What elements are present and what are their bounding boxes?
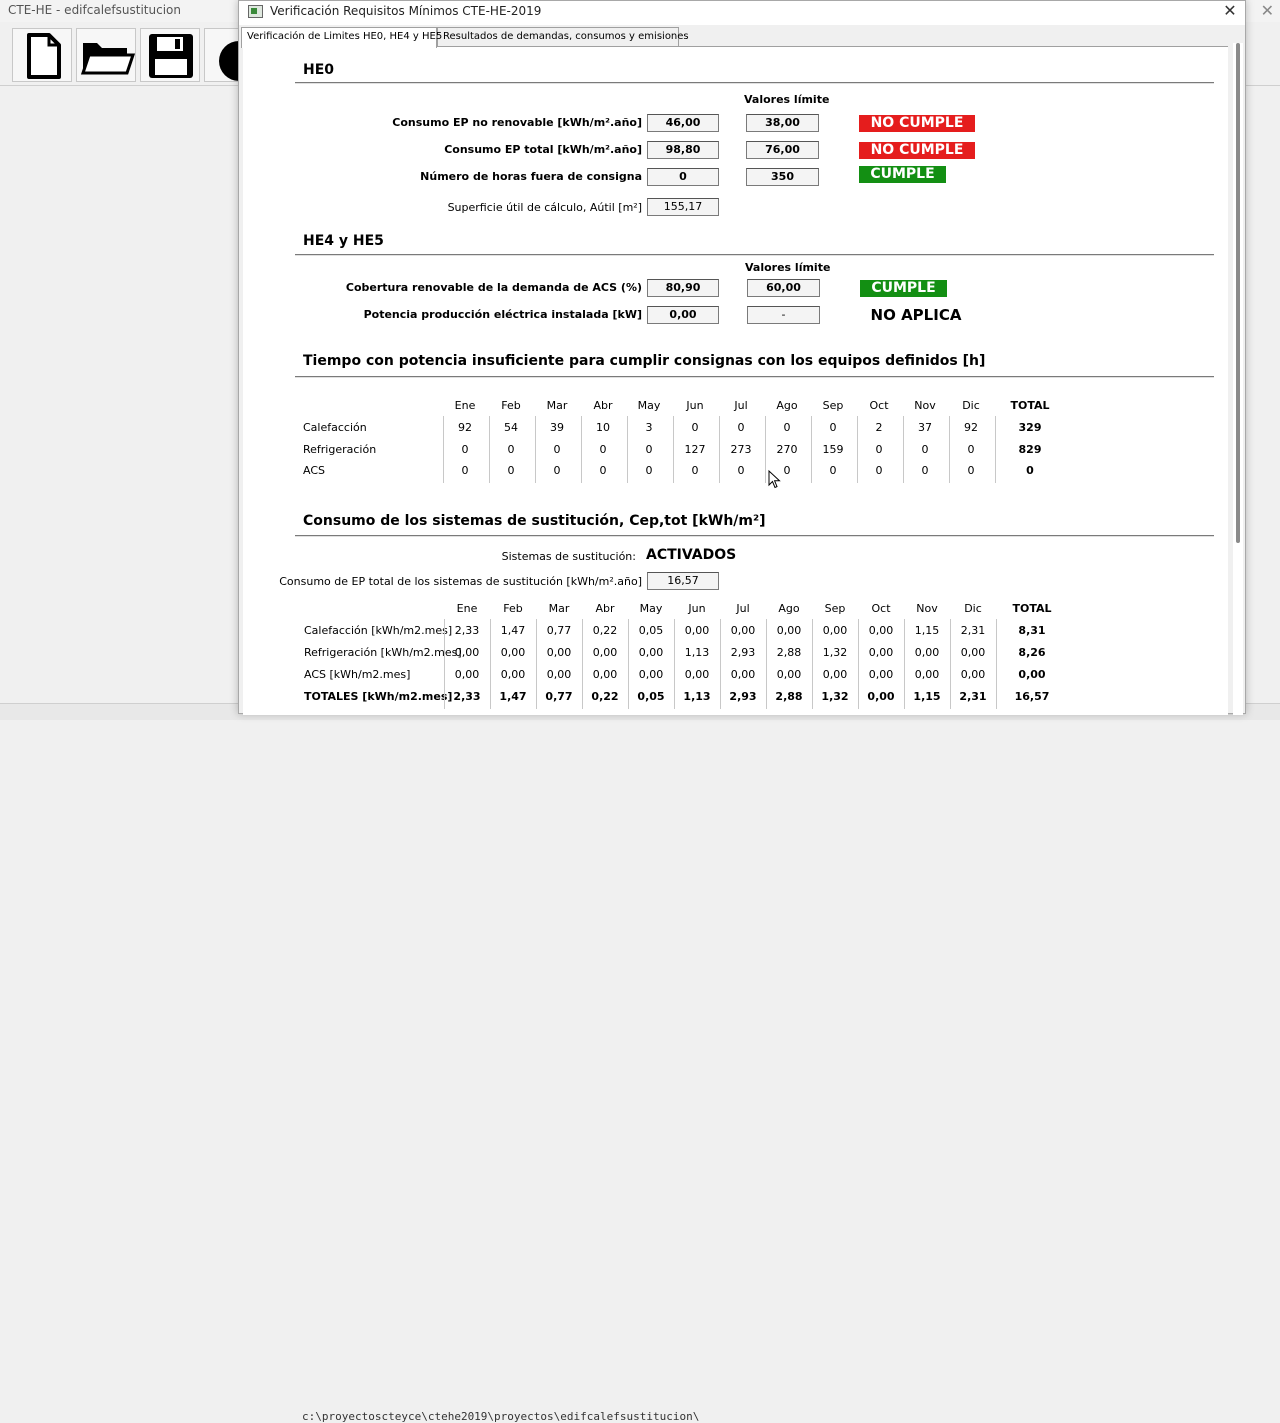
- table-cell: 0,22: [591, 690, 619, 703]
- save-disk-icon: [141, 29, 201, 83]
- table-cell: 0: [645, 464, 653, 477]
- table-cell: 10: [596, 421, 610, 434]
- table-cell: 0: [691, 464, 699, 477]
- row-total: 16,57: [1014, 690, 1050, 703]
- open-folder-icon: [77, 29, 137, 83]
- he0-label-horas: Número de horas fuera de consigna: [420, 170, 642, 183]
- month-header-nov: Nov: [916, 602, 938, 615]
- month-header-nov: Nov: [914, 399, 936, 412]
- tab-resultados-demandas[interactable]: Resultados de demandas, consumos y emisiones: [437, 27, 679, 47]
- he45-value-cobertura: 80,90: [647, 279, 719, 297]
- table-cell: 0: [921, 442, 929, 456]
- consumo-systems-value: ACTIVADOS: [646, 547, 737, 563]
- consumo-total-value: 16,57: [647, 572, 719, 590]
- row-total: 829: [1018, 442, 1042, 456]
- month-header-dic: Dic: [964, 602, 982, 615]
- he45-limit-cobertura: 60,00: [747, 279, 820, 297]
- table-cell: 0,00: [822, 668, 848, 681]
- table-cell: 0: [599, 464, 607, 477]
- column-divider: [673, 416, 674, 483]
- table-cell: 0,00: [546, 646, 572, 659]
- he0-divider: [295, 82, 1214, 84]
- table-cell: 270: [776, 442, 798, 456]
- table-cell: 0,00: [684, 668, 710, 681]
- table-cell: 2,93: [729, 690, 757, 703]
- table-cell: 0,00: [592, 668, 618, 681]
- row-label: TOTALES [kWh/m2.mes]: [304, 690, 453, 703]
- he0-title: HE0: [303, 62, 335, 78]
- month-header-abr: Abr: [593, 399, 613, 412]
- he0-label-ep-nren: Consumo EP no renovable [kWh/m².año]: [392, 116, 642, 129]
- total-header: TOTAL: [1010, 399, 1050, 412]
- scrollbar-thumb[interactable]: [1236, 43, 1240, 543]
- table-cell: 0: [875, 464, 883, 477]
- total-header: TOTAL: [1012, 602, 1052, 615]
- table-cell: 2,33: [454, 624, 480, 637]
- table-cell: 0,00: [454, 646, 480, 659]
- table-cell: 0,00: [454, 668, 480, 681]
- table-cell: 2,88: [775, 690, 803, 703]
- table-cell: 0,00: [867, 690, 895, 703]
- month-header-may: May: [637, 399, 661, 412]
- table-cell: 1,32: [821, 690, 849, 703]
- dialog-close-button[interactable]: ✕: [1223, 1, 1237, 20]
- table-cell: 0: [737, 464, 745, 477]
- table-cell: 0,05: [637, 690, 665, 703]
- month-header-feb: Feb: [501, 399, 521, 412]
- he0-limit-ep-nren: 38,00: [746, 114, 819, 132]
- column-divider: [904, 619, 905, 709]
- column-divider: [674, 619, 675, 709]
- table-cell: 0,77: [545, 690, 573, 703]
- column-divider: [490, 619, 491, 709]
- column-divider: [858, 619, 859, 709]
- month-header-sep: Sep: [824, 602, 846, 615]
- row-label: Calefacción: [303, 421, 367, 434]
- he45-limit-potencia: -: [747, 306, 820, 324]
- table-cell: 0,00: [868, 668, 894, 681]
- column-divider: [627, 416, 628, 483]
- table-cell: 2,31: [960, 624, 986, 637]
- column-divider: [950, 619, 951, 709]
- dialog-titlebar[interactable]: [239, 1, 1245, 25]
- column-divider: [995, 416, 996, 483]
- table-cell: 0,22: [592, 624, 618, 637]
- table-cell: 1,47: [499, 690, 527, 703]
- column-divider: [949, 416, 950, 483]
- he45-status-cobertura: CUMPLE: [860, 280, 947, 297]
- table-cell: 127: [684, 442, 706, 456]
- table-cell: 0: [507, 464, 515, 477]
- table-cell: 0,00: [914, 646, 940, 659]
- table-cell: 0,00: [500, 668, 526, 681]
- column-divider: [766, 619, 767, 709]
- table-cell: 0,00: [592, 646, 618, 659]
- table-cell: 0,00: [776, 624, 802, 637]
- column-divider: [720, 619, 721, 709]
- row-label: Calefacción [kWh/m2.mes]: [304, 624, 453, 637]
- table-cell: 0,00: [500, 646, 526, 659]
- month-header-oct: Oct: [871, 602, 891, 615]
- table-cell: 0,00: [822, 624, 848, 637]
- app-title: CTE-HE - edifcalefsustitucion: [8, 3, 181, 17]
- table-cell: 0: [691, 421, 699, 434]
- table-cell: 0,00: [730, 624, 756, 637]
- app-close-icon[interactable]: ✕: [1260, 1, 1274, 20]
- month-header-oct: Oct: [869, 399, 889, 412]
- month-header-abr: Abr: [595, 602, 615, 615]
- month-header-may: May: [639, 602, 663, 615]
- table-cell: 2,31: [959, 690, 987, 703]
- table-cell: 1,15: [914, 624, 940, 637]
- table-cell: 0: [829, 421, 837, 434]
- mouse-cursor-icon: [768, 470, 782, 490]
- row-total: 0: [1026, 464, 1034, 477]
- table-cell: 0,00: [638, 668, 664, 681]
- month-header-ene: Ene: [456, 602, 478, 615]
- table-cell: 0: [507, 442, 515, 456]
- table-cell: 0: [783, 421, 791, 434]
- he45-title: HE4 y HE5: [303, 233, 384, 249]
- month-header-ago: Ago: [778, 602, 800, 615]
- month-header-feb: Feb: [503, 602, 523, 615]
- table-cell: 0: [599, 442, 607, 456]
- he0-value-ep-total: 98,80: [647, 141, 719, 159]
- table-cell: 2: [875, 421, 883, 434]
- new-file-button[interactable]: [12, 28, 72, 82]
- table-cell: 54: [504, 421, 518, 434]
- table-cell: 0: [967, 464, 975, 477]
- table-cell: 0,00: [638, 646, 664, 659]
- row-label: Refrigeración: [303, 442, 377, 456]
- table-cell: 159: [822, 442, 844, 456]
- table-cell: 2,88: [776, 646, 802, 659]
- column-divider: [628, 619, 629, 709]
- he0-value-ep-nren: 46,00: [647, 114, 719, 132]
- column-divider: [444, 619, 445, 709]
- table-cell: 0: [645, 442, 653, 456]
- month-header-jun: Jun: [688, 602, 706, 615]
- he45-label-potencia: Potencia producción eléctrica instalada [kW]: [363, 308, 642, 321]
- table-cell: 0,00: [914, 668, 940, 681]
- row-label: ACS [kWh/m2.mes]: [304, 668, 411, 681]
- column-divider: [903, 416, 904, 483]
- column-divider: [811, 416, 812, 483]
- he0-label-ep-total: Consumo EP total [kWh/m².año]: [444, 143, 642, 156]
- tab-verificacion-limites[interactable]: Verificación de Limites HE0, HE4 y HE5: [241, 27, 437, 48]
- table-cell: 0,00: [776, 668, 802, 681]
- verification-dialog: [238, 0, 1246, 714]
- consumo-total-label: Consumo de EP total de los sistemas de sustitución [kWh/m².año]: [279, 575, 642, 588]
- table-cell: 3: [645, 421, 653, 434]
- consumo-divider: [295, 535, 1214, 537]
- row-total: 0,00: [1018, 668, 1046, 681]
- hours-title: Tiempo con potencia insuficiente para cumplir consignas con los equipos definidos [h]: [303, 353, 986, 369]
- column-divider: [857, 416, 858, 483]
- column-divider: [443, 416, 444, 483]
- row-total: 329: [1018, 421, 1042, 434]
- month-header-sep: Sep: [822, 399, 844, 412]
- month-header-dic: Dic: [962, 399, 980, 412]
- he0-limit-ep-total: 76,00: [746, 141, 819, 159]
- column-divider: [812, 619, 813, 709]
- month-header-ene: Ene: [454, 399, 476, 412]
- column-divider: [536, 619, 537, 709]
- table-cell: 0: [967, 442, 975, 456]
- month-header-mar: Mar: [546, 399, 568, 412]
- table-cell: 92: [458, 421, 472, 434]
- column-divider: [765, 416, 766, 483]
- table-cell: 0,00: [684, 624, 710, 637]
- table-cell: 1,32: [822, 646, 848, 659]
- dialog-vertical-scrollbar[interactable]: [1233, 43, 1243, 715]
- table-cell: 0: [461, 442, 469, 456]
- table-cell: 0,00: [960, 668, 986, 681]
- table-cell: 0,00: [546, 668, 572, 681]
- open-folder-button[interactable]: [76, 28, 136, 82]
- hours-divider: [295, 376, 1214, 378]
- he45-value-potencia: 0,00: [647, 306, 719, 324]
- he45-divider: [295, 254, 1214, 256]
- table-cell: 1,13: [684, 646, 710, 659]
- table-cell: 0,00: [960, 646, 986, 659]
- he45-label-cobertura: Cobertura renovable de la demanda de ACS (%): [345, 281, 642, 294]
- column-divider: [535, 416, 536, 483]
- new-file-icon: [13, 29, 73, 83]
- table-cell: 0,00: [868, 624, 894, 637]
- row-total: 8,31: [1018, 624, 1046, 637]
- table-cell: 273: [730, 442, 752, 456]
- consumo-title: Consumo de los sistemas de sustitución, Cep,tot [kWh/m²]: [303, 513, 766, 529]
- table-cell: 2,33: [453, 690, 481, 703]
- he45-status-potencia: NO APLICA: [870, 306, 962, 324]
- table-cell: 0: [829, 464, 837, 477]
- column-divider: [489, 416, 490, 483]
- row-total: 8,26: [1018, 646, 1046, 659]
- table-cell: 1,13: [683, 690, 711, 703]
- table-cell: 0,00: [730, 668, 756, 681]
- save-button[interactable]: [140, 28, 200, 82]
- month-header-ago: Ago: [776, 399, 798, 412]
- table-cell: 39: [550, 421, 564, 434]
- he45-limit-header: Valores límite: [745, 261, 831, 274]
- consumo-systems-label: Sistemas de sustitución:: [501, 550, 636, 563]
- table-cell: 0: [875, 442, 883, 456]
- column-divider: [719, 416, 720, 483]
- table-cell: 0: [737, 421, 745, 434]
- table-cell: 0,00: [868, 646, 894, 659]
- dialog-title: Verificación Requisitos Mínimos CTE-HE-2019: [270, 4, 542, 18]
- table-cell: 1,15: [913, 690, 941, 703]
- he0-surface-label: Superficie útil de cálculo, Aútil [m²]: [447, 201, 642, 214]
- column-divider: [582, 619, 583, 709]
- row-label: ACS: [303, 464, 325, 477]
- table-cell: 92: [964, 421, 978, 434]
- column-divider: [996, 619, 997, 709]
- table-cell: 0: [921, 464, 929, 477]
- row-label: Refrigeración [kWh/m2.mes]: [304, 646, 462, 659]
- he0-surface-value: 155,17: [647, 198, 719, 216]
- table-cell: 0,77: [546, 624, 572, 637]
- table-cell: 0: [553, 464, 561, 477]
- table-cell: 1,47: [500, 624, 526, 637]
- he0-value-horas: 0: [647, 168, 719, 186]
- verification-panel: [243, 46, 1228, 715]
- month-header-jun: Jun: [686, 399, 704, 412]
- month-header-mar: Mar: [548, 602, 570, 615]
- he0-status-ep-total: NO CUMPLE: [859, 142, 975, 159]
- table-cell: 2,93: [730, 646, 756, 659]
- he0-status-horas: CUMPLE: [859, 166, 946, 183]
- table-cell: 0: [553, 442, 561, 456]
- he0-status-ep-nren: NO CUMPLE: [859, 115, 975, 132]
- column-divider: [581, 416, 582, 483]
- table-cell: 0,05: [638, 624, 664, 637]
- project-path: c:\proyectoscteyce\ctehe2019\proyectos\edifcalefsustitucion\: [302, 1410, 700, 1423]
- table-cell: 0: [461, 464, 469, 477]
- dialog-app-icon: [248, 5, 263, 18]
- table-cell: 0: [783, 464, 791, 477]
- he0-limit-header: Valores límite: [744, 93, 830, 106]
- table-cell: 37: [918, 421, 932, 434]
- he0-limit-horas: 350: [746, 168, 819, 186]
- month-header-jul: Jul: [734, 399, 748, 412]
- month-header-jul: Jul: [736, 602, 750, 615]
